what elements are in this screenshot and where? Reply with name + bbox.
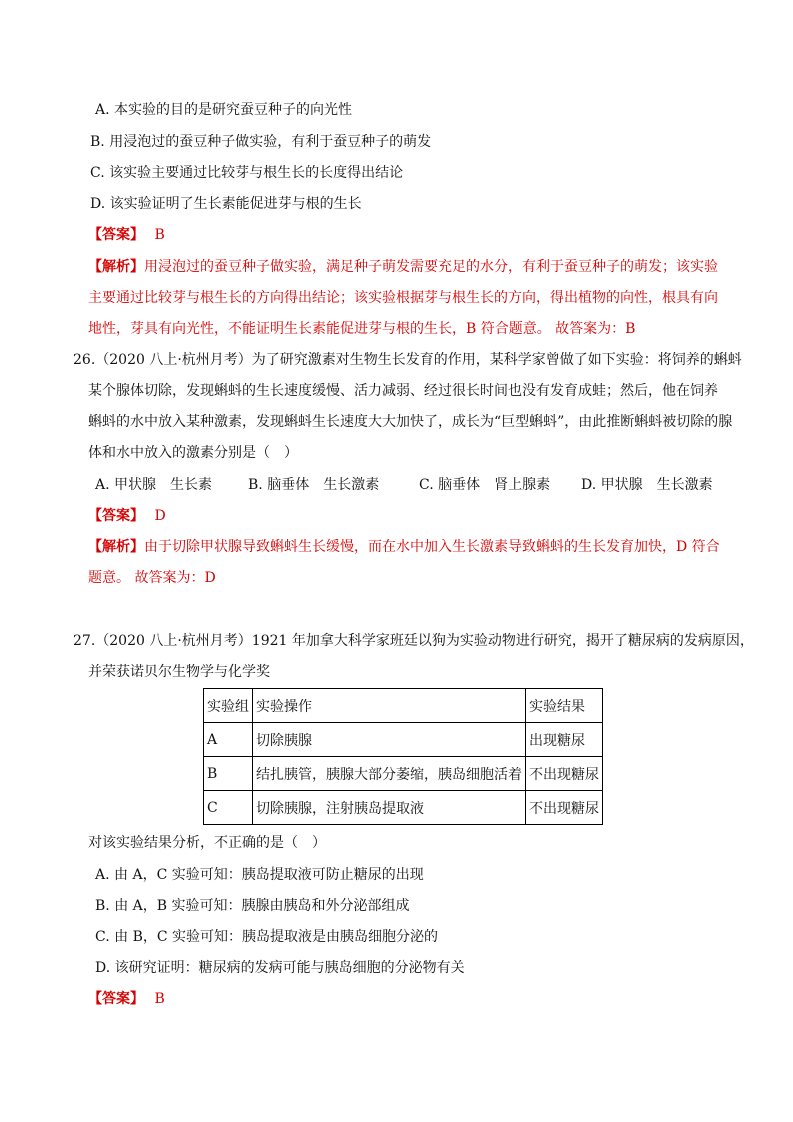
table-cell: B — [204, 757, 253, 791]
q25-option-a: A. 本实验的目的是研究蚕豆种子的向光性 — [95, 102, 353, 118]
q25-analysis-line-3: 地性，芽具有向光性，不能证明生长素能促进芽与根的生长，B 符合题意。 故答案为：B — [88, 321, 636, 337]
q27-option-c: C. 由 B，C 实验可知：胰岛提取液是由胰岛细胞分泌的 — [95, 929, 439, 945]
q25-analysis-line-1 — [88, 257, 718, 277]
table-header-cell: 实验操作 — [253, 689, 526, 723]
answer-value: B — [154, 227, 165, 243]
answer-tag: 【答案】 — [88, 227, 144, 243]
analysis-tag: 【解析】 — [88, 259, 144, 275]
q25-option-b: B. 用浸泡过的蚕豆种子做实验，有利于蚕豆种子的萌发 — [90, 134, 432, 150]
table-cell: 出现糖尿 — [526, 723, 603, 757]
table-header-cell: 实验结果 — [526, 689, 603, 723]
table-cell: 切除胰腺 — [253, 723, 526, 757]
q26-answer — [88, 506, 166, 526]
q25-option-c: C. 该实验主要通过比较芽与根生长的长度得出结论 — [90, 165, 404, 181]
answer-value: B — [154, 991, 165, 1007]
q26-option-a: A. 甲状腺 生长素 — [95, 477, 213, 493]
table-cell: A — [204, 723, 253, 757]
table-cell: 结扎胰管，胰腺大部分萎缩，胰岛细胞活着 — [253, 757, 526, 791]
q26-option-d: D. 甲状腺 生长激素 — [581, 477, 713, 493]
q27-option-d: D. 该研究证明：糖尿病的发病可能与胰岛细胞的分泌物有关 — [95, 960, 465, 976]
q26-analysis-line-2: 题意。 故答案为：D — [88, 570, 216, 586]
analysis-text: 由于切除甲状腺导致蝌蚪生长缓慢，而在水中加入生长激素导致蝌蚪的生长发育加快，D 符合 — [144, 539, 720, 555]
q27-stem-line-2: 并荣获诺贝尔生物学与化学奖 — [88, 664, 270, 680]
q26-analysis-line-1 — [88, 537, 720, 557]
analysis-tag: 【解析】 — [88, 539, 144, 555]
table-row — [204, 757, 603, 791]
q27-option-b: B. 由 A，B 实验可知：胰腺由胰岛和外分泌部组成 — [95, 898, 410, 914]
table-row — [204, 723, 603, 757]
q25-answer — [88, 225, 165, 245]
q25-analysis-line-2: 主要通过比较芽与根生长的方向得出结论；该实验根据芽与根生长的方向，得出植物的向性，根具有向 — [88, 290, 718, 306]
q26-stem-line-3: 蝌蚪的水中放入某种激素，发现蝌蚪生长速度大大加快了，成长为“巨型蝌蚪”，由此推断蝌蚪被切除的腺 — [88, 414, 733, 430]
q26-stem-line-2: 某个腺体切除，发现蝌蚪的生长速度缓慢、活力减弱、经过很长时间也没有发育成蛙；然后，他在饲养 — [88, 383, 718, 399]
table-cell: C — [204, 791, 253, 825]
q27-question: 对该实验结果分析，不正确的是（ ） — [88, 835, 326, 851]
analysis-text: 用浸泡过的蚕豆种子做实验，满足种子萌发需要充足的水分，有利于蚕豆种子的萌发；该实验 — [144, 259, 718, 275]
table-header-row — [204, 689, 603, 723]
q26-option-b: B. 脑垂体 生长激素 — [248, 477, 380, 493]
q27-option-a: A. 由 A，C 实验可知：胰岛提取液可防止糖尿的出现 — [95, 867, 424, 883]
q26-option-c: C. 脑垂体 肾上腺素 — [419, 477, 551, 493]
q26-stem-line-4: 体和水中放入的激素分别是（ ） — [88, 445, 298, 461]
q25-option-d: D. 该实验证明了生长素能促进芽与根的生长 — [90, 196, 362, 212]
q26-stem-line-1: 26.（2020 八上·杭州月考）为了研究激素对生物生长发育的作用，某科学家曾做了如下实验：将饲养的蝌蚪 — [73, 352, 742, 368]
answer-value: D — [154, 508, 166, 524]
answer-tag: 【答案】 — [88, 991, 144, 1007]
q27-stem-line-1: 27.（2020 八上·杭州月考）1921 年加拿大科学家班廷以狗为实验动物进行研究，揭开了糖尿病的发病原因， — [73, 633, 754, 649]
table-cell: 不出现糖尿 — [526, 791, 603, 825]
table-row — [204, 791, 603, 825]
table-cell: 切除胰腺，注射胰岛提取液 — [253, 791, 526, 825]
q27-answer — [88, 989, 165, 1009]
experiment-table — [203, 688, 603, 825]
table-header-cell: 实验组 — [204, 689, 253, 723]
table-cell: 不出现糖尿 — [526, 757, 603, 791]
answer-tag: 【答案】 — [88, 508, 144, 524]
